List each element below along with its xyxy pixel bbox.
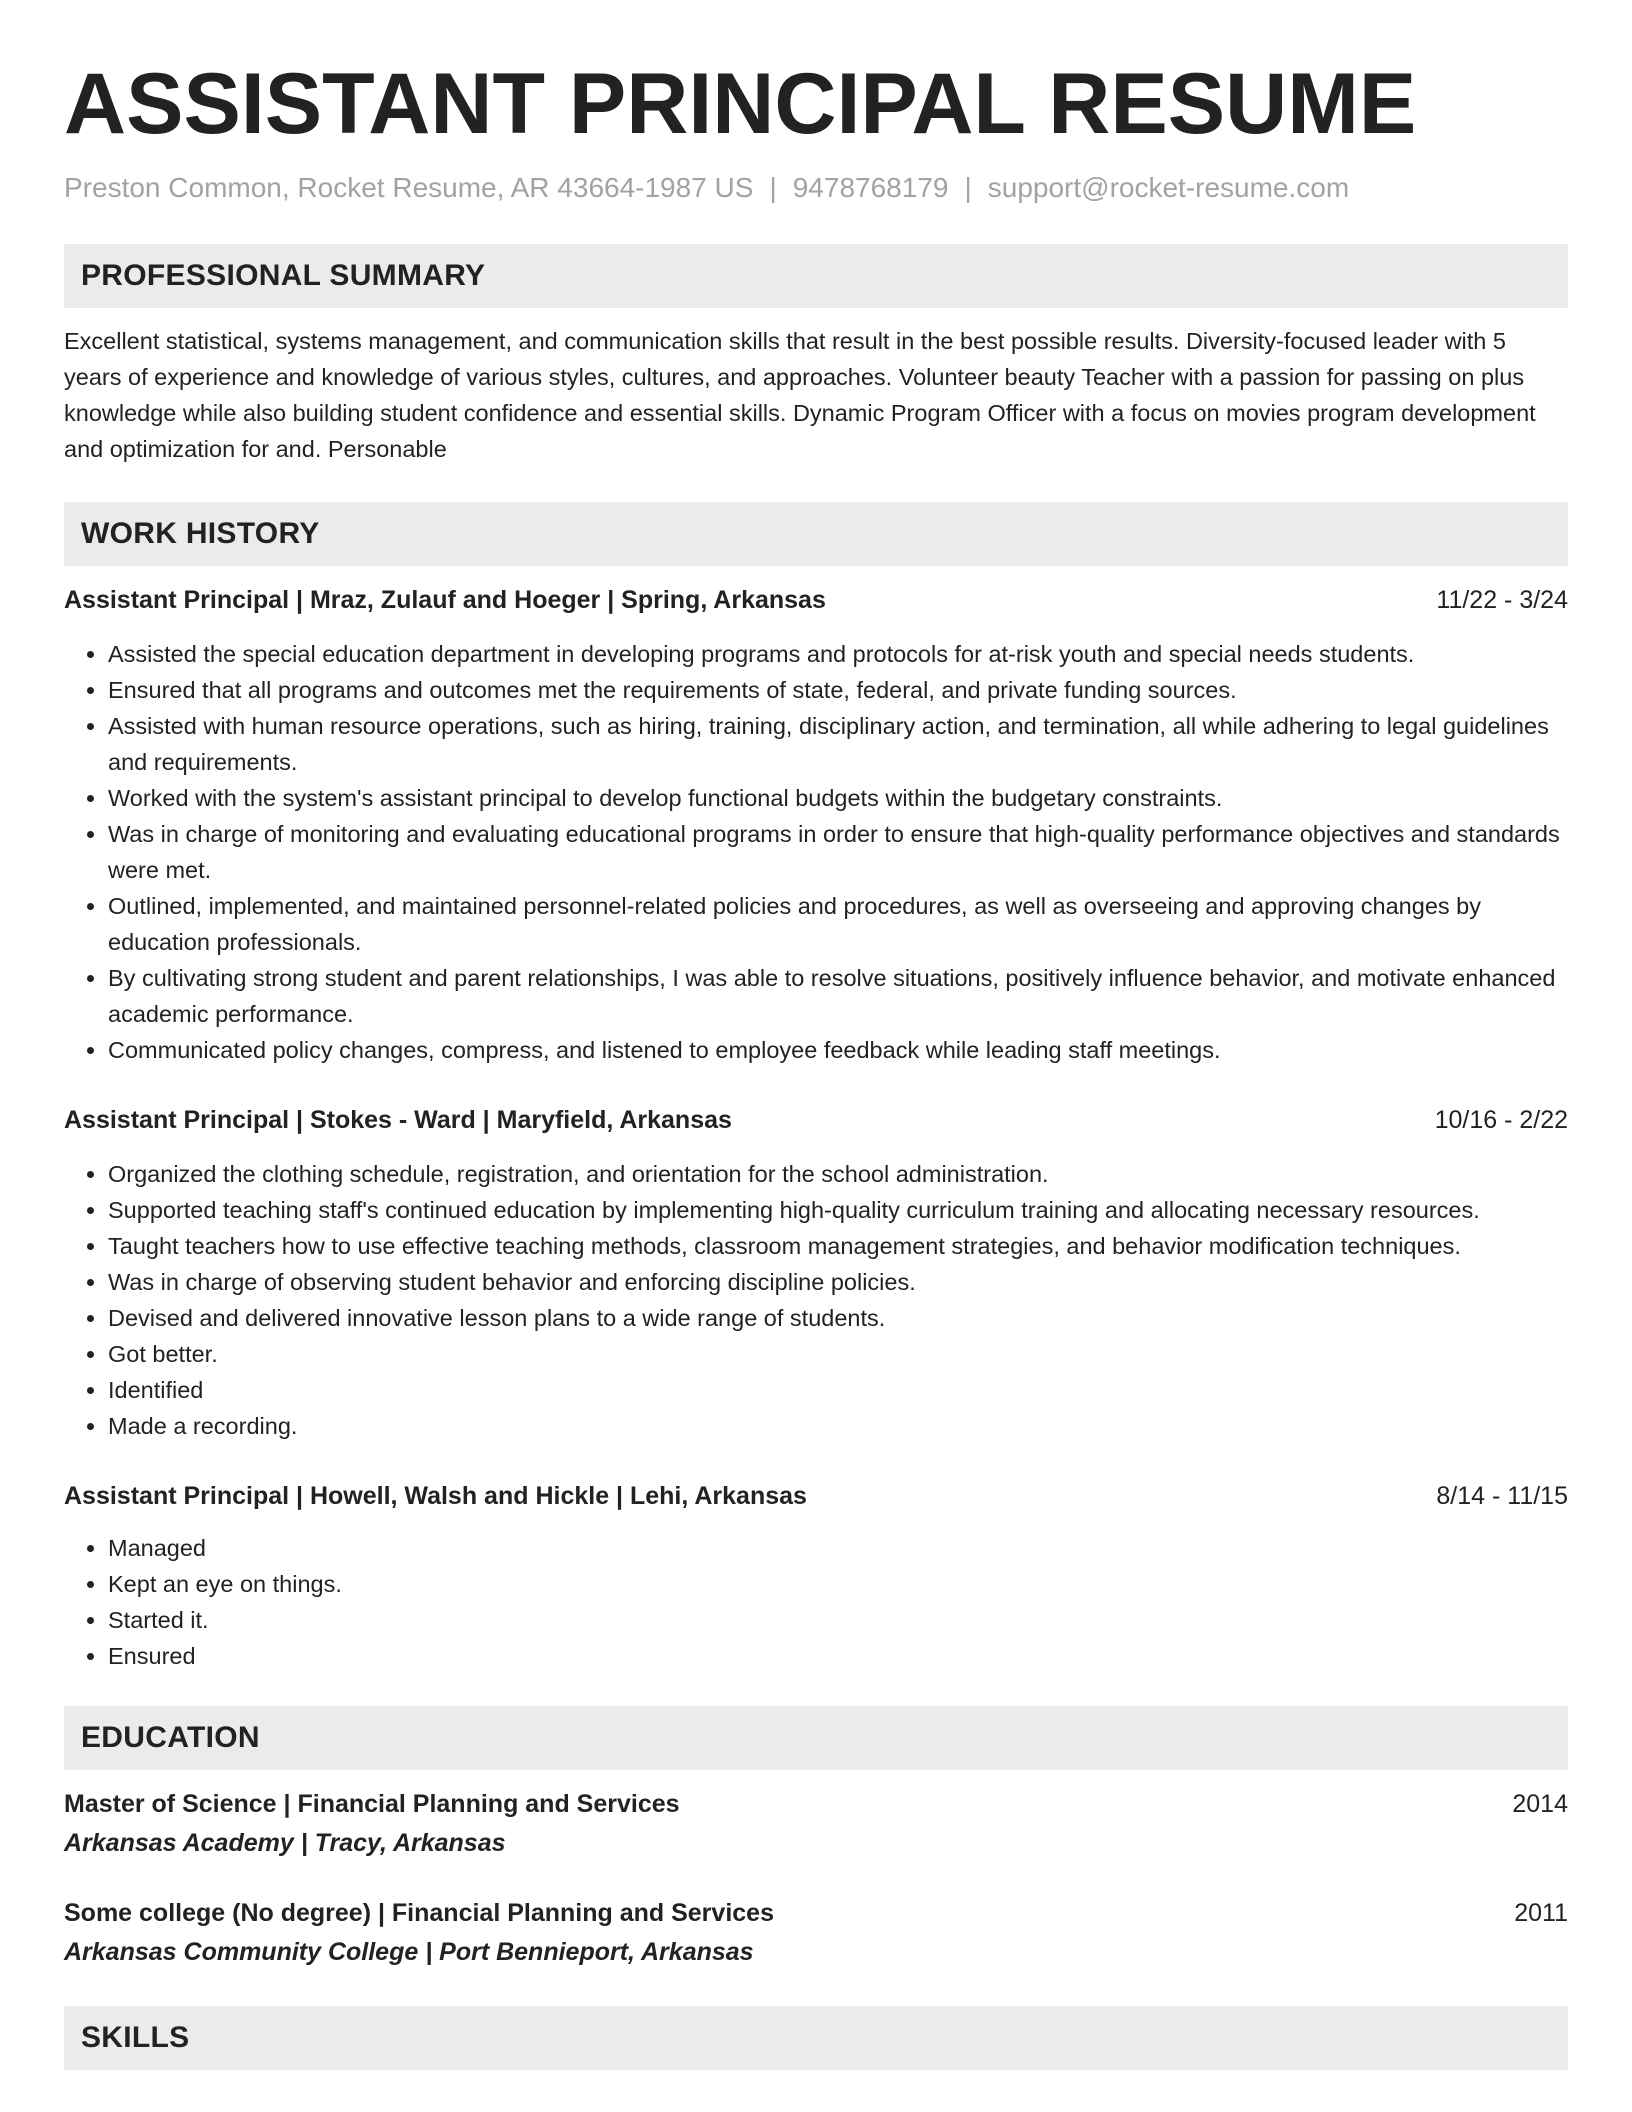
list-item: • Ensured that all programs and outcomes met the requirements of state, federal, and private funding sources. bbox=[108, 672, 1568, 708]
list-item: • Supported teaching staff's continued education by implementing high-quality curriculum training and allocating necessary resources. bbox=[108, 1192, 1568, 1228]
resume-title: ASSISTANT PRINCIPAL RESUME bbox=[64, 56, 1417, 152]
section-header-summary: PROFESSIONAL SUMMARY bbox=[64, 244, 1568, 308]
contact-email[interactable]: support@rocket-resume.com bbox=[987, 172, 1350, 203]
education-year: 2011 bbox=[1514, 1899, 1568, 1927]
list-item: • Made a recording. bbox=[108, 1408, 1568, 1444]
education-header bbox=[64, 1786, 1568, 1822]
section-header-skills: SKILLS bbox=[64, 2006, 1568, 2070]
section-header-work-history: WORK HISTORY bbox=[64, 502, 1568, 566]
job-dates: 8/14 - 11/15 bbox=[1436, 1482, 1568, 1510]
job-dates: 11/22 - 3/24 bbox=[1436, 586, 1568, 614]
list-item: • Ensured bbox=[108, 1638, 1568, 1674]
education-year: 2014 bbox=[1512, 1790, 1568, 1818]
job-entry bbox=[64, 1102, 1568, 1444]
list-item: • Communicated policy changes, compress, and listened to employee feedback while leading staff meetings. bbox=[108, 1032, 1568, 1068]
education-school: Arkansas Academy | Tracy, Arkansas bbox=[64, 1829, 506, 1857]
job-header bbox=[64, 582, 1568, 618]
education-degree: Some college (No degree) | Financial Planning and Services bbox=[64, 1899, 774, 1927]
job-title: Assistant Principal | Howell, Walsh and Hickle | Lehi, Arkansas bbox=[64, 1482, 807, 1510]
job-title: Assistant Principal | Stokes - Ward | Maryfield, Arkansas bbox=[64, 1106, 732, 1134]
list-item: • Organized the clothing schedule, registration, and orientation for the school administration. bbox=[108, 1156, 1568, 1192]
list-item: • Devised and delivered innovative lesson plans to a wide range of students. bbox=[108, 1300, 1568, 1336]
section-header-education: EDUCATION bbox=[64, 1706, 1568, 1770]
list-item: • By cultivating strong student and parent relationships, I was able to resolve situations, positively influence behavior, and motivate enhanced academic performance. bbox=[108, 960, 1568, 1032]
contact-phone: 9478768179 bbox=[792, 172, 949, 203]
contact-line bbox=[64, 168, 1568, 208]
list-item: • Was in charge of observing student behavior and enforcing discipline policies. bbox=[108, 1264, 1568, 1300]
contact-address: Preston Common, Rocket Resume, AR 43664-1987 US bbox=[64, 172, 754, 203]
list-item: • Outlined, implemented, and maintained personnel-related policies and procedures, as well as overseeing and approving changes by education professionals. bbox=[108, 888, 1568, 960]
education-header bbox=[64, 1895, 1568, 1931]
list-item: • Managed bbox=[108, 1530, 1568, 1566]
list-item: • Taught teachers how to use effective teaching methods, classroom management strategies, and behavior modification techniques. bbox=[108, 1228, 1568, 1264]
list-item: • Was in charge of monitoring and evaluating educational programs in order to ensure that high-quality performance objectives and standards were met. bbox=[108, 816, 1568, 888]
list-item: • Worked with the system's assistant principal to develop functional budgets within the budgetary constraints. bbox=[108, 780, 1568, 816]
education-entry bbox=[64, 1786, 1568, 1861]
summary-text: Excellent statistical, systems management, and communication skills that result in the best possible results. Diversity-focused leader with 5 years of experience and knowledge of various styles, cultures, and approaches. Volunteer beauty Teacher with a passion for passing on plus knowledge while also building student confidence and essential skills. Dynamic Program Officer with a focus on movies program development and optimization for and. Personable bbox=[64, 328, 1536, 462]
contact-separator: | bbox=[769, 172, 777, 203]
education-school: Arkansas Community College | Port Bennieport, Arkansas bbox=[64, 1938, 754, 1966]
list-item: • Identified bbox=[108, 1372, 1568, 1408]
list-item: • Got better. bbox=[108, 1336, 1568, 1372]
education-entry bbox=[64, 1895, 1568, 1970]
job-dates: 10/16 - 2/22 bbox=[1434, 1106, 1568, 1134]
job-entry bbox=[64, 582, 1568, 1068]
list-item: • Started it. bbox=[108, 1602, 1568, 1638]
job-entry bbox=[64, 1478, 1568, 1674]
job-bullets bbox=[64, 1530, 1568, 1674]
list-item: • Assisted the special education department in developing programs and protocols for at-risk youth and special needs students. bbox=[108, 636, 1568, 672]
job-header bbox=[64, 1102, 1568, 1138]
job-header bbox=[64, 1478, 1568, 1514]
list-item: • Kept an eye on things. bbox=[108, 1566, 1568, 1602]
job-bullets bbox=[64, 636, 1568, 1068]
job-bullets bbox=[64, 1156, 1568, 1444]
education-degree: Master of Science | Financial Planning and Services bbox=[64, 1790, 680, 1818]
list-item: • Assisted with human resource operations, such as hiring, training, disciplinary action, and termination, all while adhering to legal guidelines and requirements. bbox=[108, 708, 1568, 780]
job-title: Assistant Principal | Mraz, Zulauf and Hoeger | Spring, Arkansas bbox=[64, 586, 826, 614]
contact-separator: | bbox=[964, 172, 972, 203]
